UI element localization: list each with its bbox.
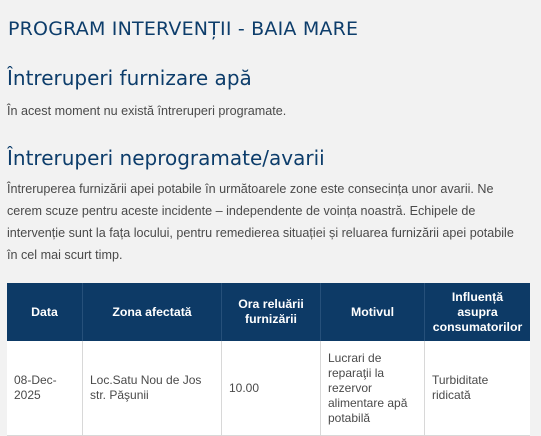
table-header-row <box>7 283 530 341</box>
cell-motiv: Lucrari de reparaţii la rezervor alimentare apă potabilă <box>321 341 425 436</box>
column-header-motiv: Motivul <box>321 283 425 341</box>
cell-influenta: Turbiditate ridicată <box>425 341 531 436</box>
planned-section-title: Întreruperi furnizare apă <box>7 66 252 90</box>
cell-data: 08-Dec-2025 <box>7 341 83 436</box>
column-header-data: Data <box>7 283 83 341</box>
table-row <box>7 341 530 436</box>
column-header-influenta: Influență asupra consumatorilor <box>425 283 531 341</box>
interventions-table <box>7 283 530 436</box>
page-title: PROGRAM INTERVENȚII - BAIA MARE <box>8 18 359 40</box>
unplanned-description: Întreruperea furnizării apei potabile în următoarele zone este consecința unor avarii. Ne cerem scuze pentru aceste incidente – independente de voința noastră. Echipele de intervenție sunt la fața locului, pentru remedierea situației și reluarea furnizării apei potabile în cel mai scurt timp. <box>7 182 514 262</box>
planned-status-text: În acest moment nu există întreruperi programate. <box>7 104 287 118</box>
cell-zona: Loc.Satu Nou de Jos str. Păşunii <box>83 341 222 436</box>
cell-ora: 10.00 <box>222 341 321 436</box>
column-header-ora: Ora reluării furnizării <box>222 283 321 341</box>
column-header-zona: Zona afectată <box>83 283 222 341</box>
unplanned-section-title: Întreruperi neprogramate/avarii <box>7 146 325 170</box>
